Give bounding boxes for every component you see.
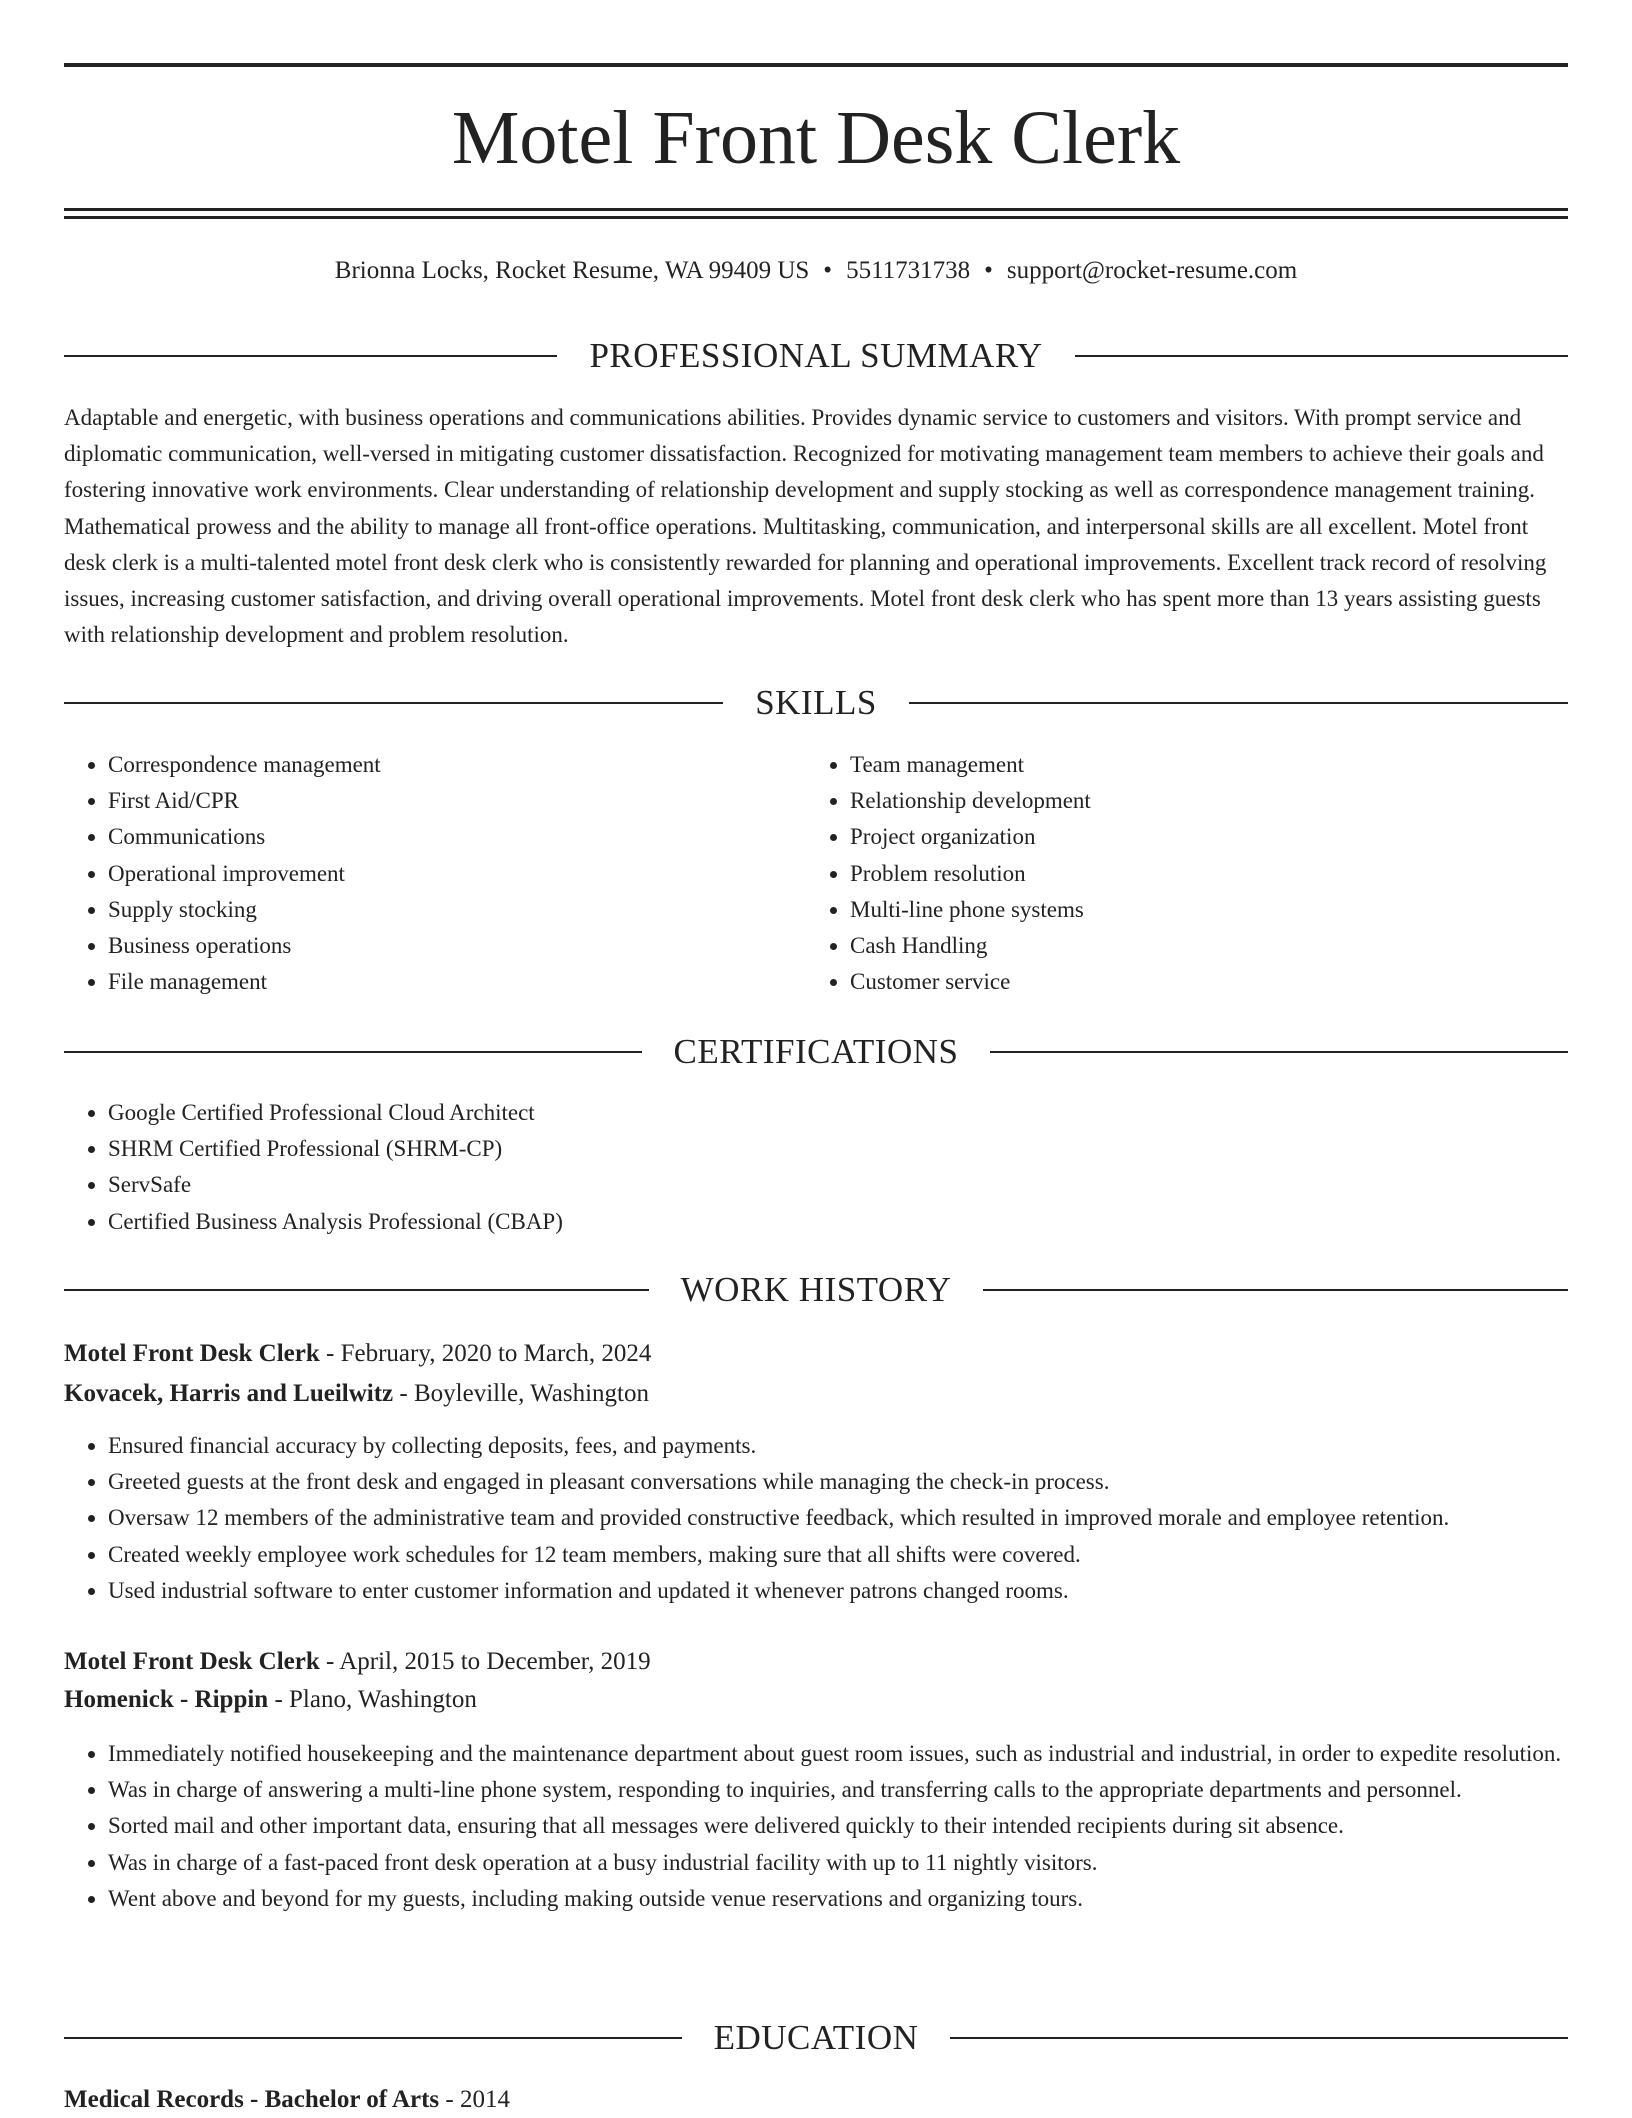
section-title: PROFESSIONAL SUMMARY	[589, 336, 1043, 375]
job-title-line	[64, 1644, 1568, 1680]
summary-paragraph: Adaptable and energetic, with business operations and communications abilities. Provides dynamic service to customers and visitors. With prompt service and diplomatic communication, well-versed in mitigating customer dissatisfaction. Recognized for motivating management team members to achieve their goals and fostering innovative work environments. Clear understanding of relationship development and supply stocking as well as correspondence management training. Mathematical prowess and the ability to manage all front-office operations. Multitasking, communication, and interpersonal skills are all excellent. Motel front desk clerk is a multi-talented motel front desk clerk who is consistently rewarded for planning and operational improvements. Excellent track record of resolving issues, increasing customer satisfaction, and driving overall operational improvements. Motel front desk clerk who has spent more than 13 years assisting guests with relationship development and problem resolution.	[64, 405, 1547, 648]
education-degree: Medical Records - Bachelor of Arts	[64, 2086, 440, 2113]
contact-email: support@rocket-resume.com	[1006, 257, 1298, 284]
contact-address: Brionna Locks, Rocket Resume, WA 99409 US	[334, 257, 810, 284]
section-rule	[64, 1289, 649, 1291]
skill-item: • Operational improvement	[108, 856, 764, 892]
skill-item: • First Aid/CPR	[108, 783, 764, 819]
job-duty: • Was in charge of answering a multi-line phone system, responding to inquiries, and transferring calls to the appropriate departments and personnel.	[108, 1772, 1568, 1808]
job-company-line	[64, 1376, 1568, 1412]
job-company: Kovacek, Harris and Lueilwitz	[64, 1380, 394, 1407]
job-duties-list	[64, 1736, 1568, 1917]
skills-column-right	[806, 747, 1506, 1000]
certification-item: • Certified Business Analysis Professional (CBAP)	[108, 1204, 1568, 1240]
skill-item: • Team management	[850, 747, 1506, 783]
job-company: Homenick - Rippin	[64, 1686, 269, 1713]
contact-line	[64, 254, 1568, 288]
skills-list	[64, 747, 764, 1000]
section-rule	[983, 1289, 1568, 1291]
skill-item: • File management	[108, 964, 764, 1000]
job-duty: • Oversaw 12 members of the administrative team and provided constructive feedback, which resulted in improved morale and employee retention.	[108, 1500, 1568, 1536]
certifications-block	[64, 1095, 1568, 1240]
job-dates: - February, 2020 to March, 2024	[319, 1340, 652, 1367]
job-duty: • Went above and beyond for my guests, including making outside venue reservations and organizing tours.	[108, 1881, 1568, 1917]
section-rule	[909, 702, 1568, 704]
section-header-summary	[64, 334, 1568, 378]
certification-item: • Google Certified Professional Cloud Architect	[108, 1095, 1568, 1131]
section-rule	[64, 1051, 642, 1053]
skill-item: • Correspondence management	[108, 747, 764, 783]
skill-item: • Relationship development	[850, 783, 1506, 819]
skills-column-left	[64, 747, 764, 1000]
job-company-line	[64, 1682, 1568, 1718]
section-rule	[950, 2037, 1568, 2039]
contact-phone: 5511731738	[846, 257, 971, 284]
education-year: - 2014	[439, 2086, 510, 2113]
education-line	[64, 2082, 1568, 2118]
skill-item: • Supply stocking	[108, 892, 764, 928]
skill-item: • Project organization	[850, 819, 1506, 855]
section-rule	[64, 702, 723, 704]
top-rule	[64, 63, 1568, 67]
section-title: CERTIFICATIONS	[673, 1032, 959, 1071]
skill-item: • Problem resolution	[850, 856, 1506, 892]
certifications-list	[64, 1095, 1568, 1240]
skill-item: • Cash Handling	[850, 928, 1506, 964]
skill-item: • Communications	[108, 819, 764, 855]
certification-item: • SHRM Certified Professional (SHRM-CP)	[108, 1131, 1568, 1167]
skills-list	[806, 747, 1506, 1000]
job-duties	[64, 1736, 1568, 1917]
resume-title: Motel Front Desk Clerk	[451, 96, 1181, 180]
job-duties	[64, 1428, 1568, 1609]
section-rule	[64, 355, 557, 357]
job-title-line	[64, 1336, 1568, 1372]
contact-separator: •	[823, 257, 833, 284]
section-header-work-history	[64, 1268, 1568, 1312]
section-header-skills	[64, 681, 1568, 725]
job-duty: • Greeted guests at the front desk and engaged in pleasant conversations while managing the check-in process.	[108, 1464, 1568, 1500]
title-rule-lower	[64, 216, 1568, 219]
skill-item: • Customer service	[850, 964, 1506, 1000]
section-rule	[1075, 355, 1568, 357]
job-duty: • Used industrial software to enter customer information and updated it whenever patrons changed rooms.	[108, 1573, 1568, 1609]
job-title: Motel Front Desk Clerk	[64, 1340, 320, 1367]
job-duties-list	[64, 1428, 1568, 1609]
title-rule-upper	[64, 208, 1568, 211]
contact-separator: •	[984, 257, 993, 284]
section-header-certifications	[64, 1030, 1568, 1074]
job-title: Motel Front Desk Clerk	[64, 1648, 320, 1675]
job-duty: • Created weekly employee work schedules for 12 team members, making sure that all shifts were covered.	[108, 1537, 1568, 1573]
skill-item: • Business operations	[108, 928, 764, 964]
skill-item: • Multi-line phone systems	[850, 892, 1506, 928]
job-location: - Plano, Washington	[268, 1686, 477, 1713]
section-rule	[64, 2037, 682, 2039]
section-title: EDUCATION	[713, 2018, 919, 2057]
section-rule	[990, 1051, 1568, 1053]
section-title: WORK HISTORY	[680, 1270, 952, 1309]
job-dates: - April, 2015 to December, 2019	[319, 1648, 651, 1675]
job-location: - Boyleville, Washington	[393, 1380, 649, 1407]
job-duty: • Ensured financial accuracy by collecting deposits, fees, and payments.	[108, 1428, 1568, 1464]
section-title: SKILLS	[755, 683, 877, 722]
job-duty: • Was in charge of a fast-paced front desk operation at a busy industrial facility with up to 11 nightly visitors.	[108, 1845, 1568, 1881]
section-header-education	[64, 2016, 1568, 2060]
certification-item: • ServSafe	[108, 1167, 1568, 1203]
job-duty: • Immediately notified housekeeping and the maintenance department about guest room issues, such as industrial and industrial, in order to expedite resolution.	[108, 1736, 1568, 1772]
job-duty: • Sorted mail and other important data, ensuring that all messages were delivered quickly to their intended recipients during sit absence.	[108, 1808, 1568, 1844]
